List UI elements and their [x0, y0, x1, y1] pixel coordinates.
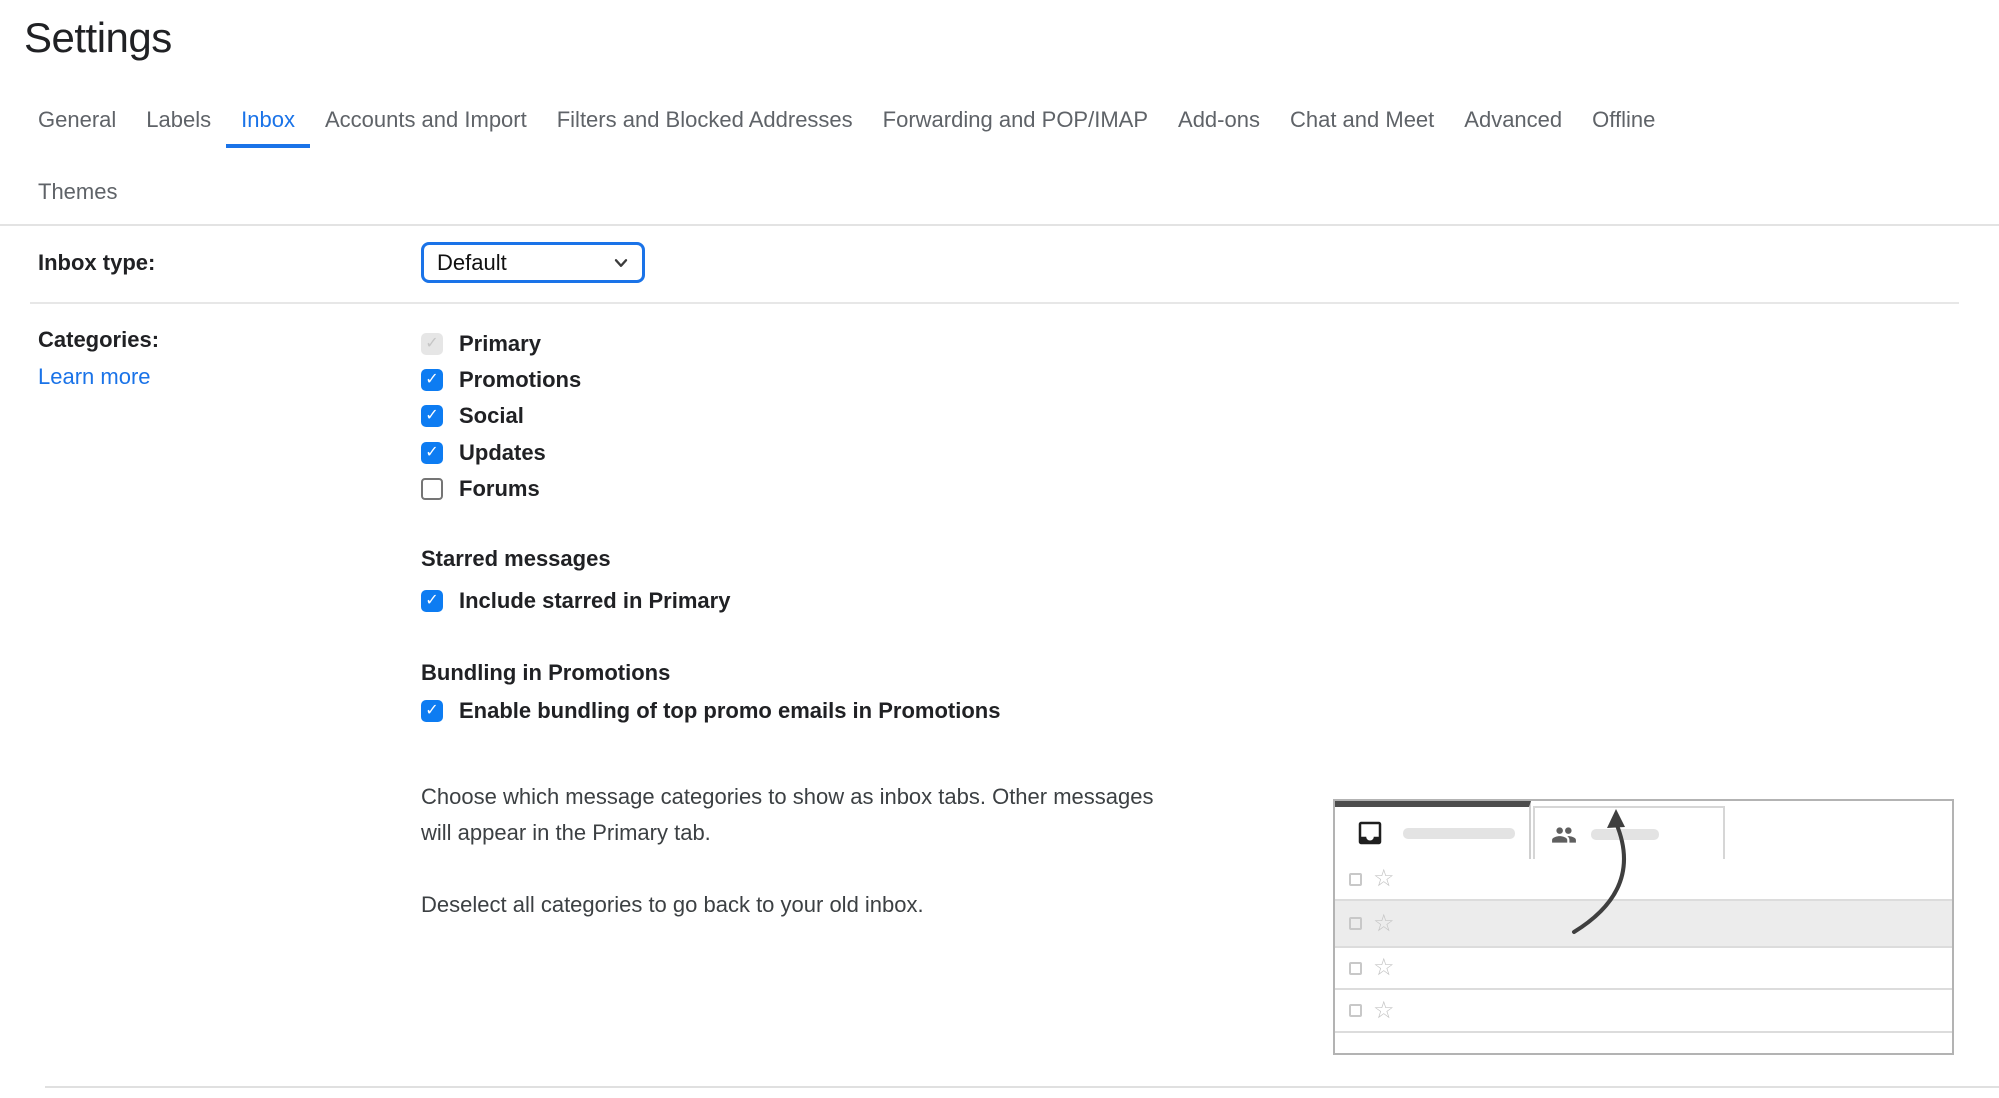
category-label-primary: Primary [459, 331, 541, 356]
illustration-email-row [1335, 948, 1952, 990]
tab-forwarding-and-pop-imap[interactable]: Forwarding and POP/IMAP [882, 107, 1149, 132]
row-checkbox [1349, 873, 1362, 886]
row-checkbox [1349, 917, 1362, 930]
description-line-1: Choose which message categories to show as inbox tabs. Other messages [421, 784, 1154, 809]
inbox-icon [1355, 818, 1385, 848]
placeholder-bar [1403, 828, 1515, 839]
tab-offline[interactable]: Offline [1592, 107, 1656, 132]
learn-more-link[interactable]: Learn more [38, 364, 151, 389]
checkbox-social[interactable]: ✓ [421, 405, 443, 427]
tab-filters-and-blocked-addresses[interactable]: Filters and Blocked Addresses [556, 107, 853, 132]
bundling-heading: Bundling in Promotions [421, 660, 671, 685]
tab-inbox[interactable]: Inbox [226, 100, 310, 148]
star-icon: ☆ [1373, 996, 1395, 1024]
category-label-updates: Updates [459, 440, 546, 465]
illustration-email-row-highlighted [1335, 901, 1952, 948]
illustration-email-row [1335, 990, 1952, 1033]
category-row-forums[interactable] [421, 477, 540, 501]
category-row-social[interactable] [421, 404, 524, 428]
page-title: Settings [24, 14, 172, 61]
include-starred-label: Include starred in Primary [459, 588, 731, 613]
star-icon: ☆ [1373, 909, 1395, 937]
enable-bundling-label: Enable bundling of top promo emails in Promotions [459, 698, 1001, 723]
star-icon: ☆ [1373, 865, 1395, 892]
tab-advanced[interactable]: Advanced [1464, 107, 1563, 132]
category-label-promotions: Promotions [459, 367, 582, 392]
illustration-social-tab [1533, 806, 1725, 861]
tab-themes[interactable]: Themes [38, 179, 118, 204]
tab-add-ons[interactable]: Add-ons [1178, 107, 1260, 132]
include-starred-row[interactable] [421, 589, 730, 613]
enable-bundling-row[interactable] [421, 699, 1000, 723]
tab-accounts-and-import[interactable]: Accounts and Import [324, 107, 527, 132]
checkbox-enable-bundling[interactable]: ✓ [421, 700, 443, 722]
inbox-type-select[interactable] [421, 242, 645, 283]
inbox-type-label: Inbox type: [38, 250, 156, 275]
category-row-updates[interactable] [421, 441, 546, 465]
description-para-2: Deselect all categories to go back to your old inbox. [421, 892, 924, 917]
star-icon: ☆ [1373, 954, 1395, 981]
category-row-primary[interactable] [421, 332, 541, 356]
checkbox-primary[interactable]: ✓ [421, 333, 443, 355]
divider [0, 224, 1999, 226]
tab-labels[interactable]: Labels [146, 107, 212, 132]
settings-tab-bar-row2 [23, 172, 132, 220]
illustration-active-tab [1335, 801, 1531, 859]
inbox-type-selected-value: Default [437, 249, 507, 275]
inbox-tabs-illustration [1333, 799, 1954, 1055]
category-row-promotions[interactable] [421, 368, 581, 392]
checkbox-include-starred[interactable]: ✓ [421, 590, 443, 612]
description-line-2: will appear in the Primary tab. [421, 820, 711, 845]
checkbox-forums[interactable] [421, 478, 443, 500]
category-label-forums: Forums [459, 476, 540, 501]
tab-chat-and-meet[interactable]: Chat and Meet [1289, 107, 1435, 132]
categories-label: Categories: [38, 327, 160, 352]
checkbox-promotions[interactable]: ✓ [421, 369, 443, 391]
people-icon [1551, 822, 1577, 848]
placeholder-bar [1591, 829, 1659, 840]
tab-general[interactable]: General [38, 107, 117, 132]
starred-messages-heading: Starred messages [421, 546, 611, 571]
illustration-empty-row [1335, 1033, 1952, 1053]
chevron-down-icon [612, 254, 630, 272]
illustration-tab-bar [1335, 801, 1952, 861]
divider [30, 302, 1959, 304]
checkbox-updates[interactable]: ✓ [421, 442, 443, 464]
settings-tab-bar [23, 100, 1670, 148]
category-label-social: Social [459, 403, 524, 428]
divider [45, 1086, 1999, 1088]
row-checkbox [1349, 962, 1362, 975]
illustration-email-row [1335, 859, 1952, 901]
row-checkbox [1349, 1004, 1362, 1017]
